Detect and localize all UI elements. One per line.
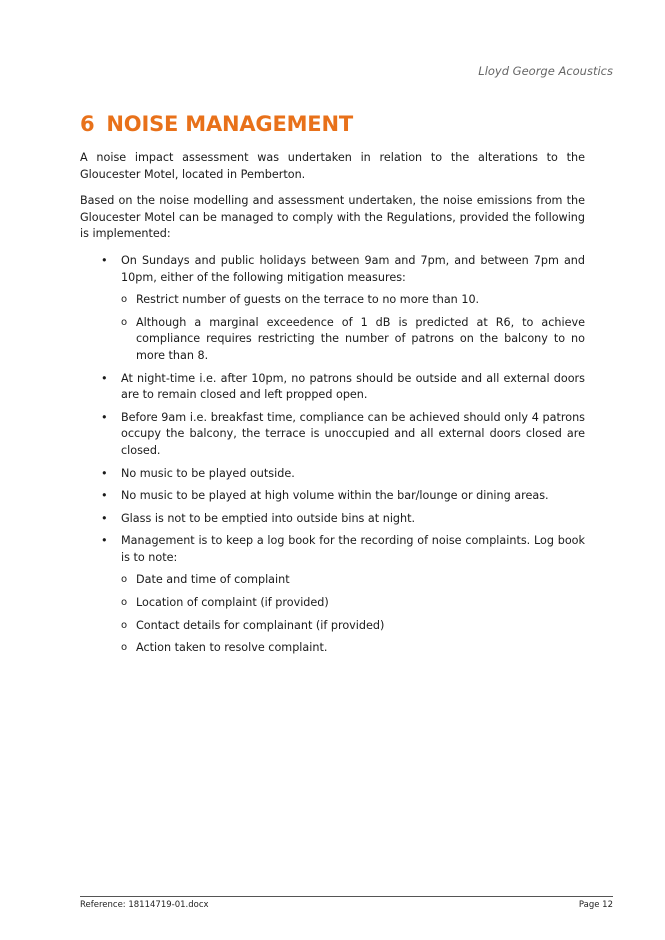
paragraph-assessment: Based on the noise modelling and assessment undertaken, the noise emissions from the Gloucester Motel can be managed to comply with the Regulations, provided the following is implemented:	[80, 194, 585, 241]
bullet-icon: •	[101, 466, 108, 480]
circle-bullet-icon: o	[121, 574, 128, 586]
circle-bullet-icon: o	[121, 597, 128, 609]
list-item-text: Management is to keep a log book for the recording of noise complaints. Log book is to note:	[121, 534, 585, 564]
bullet-icon: •	[101, 489, 108, 503]
sub-list-item-text: Restrict number of guests on the terrace to no more than 10.	[136, 293, 480, 307]
sub-list-item-text: Location of complaint (if provided)	[136, 596, 329, 610]
list-item-text: No music to be played at high volume within the bar/lounge or dining areas.	[121, 489, 549, 503]
sub-list-item-text: Although a marginal exceedence of 1 dB is predicted at R6, to achieve compliance requires restricting the number of patrons on the balcony to no more than 8.	[136, 315, 585, 362]
footer-divider	[80, 896, 613, 897]
list-item	[80, 371, 585, 404]
sub-list-item	[121, 292, 585, 309]
paragraph-intro: A noise impact assessment was undertaken in relation to the alterations to the Gloucester Motel, located in Pemberton.	[80, 151, 585, 181]
footer-page-number: Page 12	[578, 900, 613, 910]
list-item	[80, 533, 585, 657]
bullet-icon: •	[101, 371, 108, 385]
sub-list-item	[121, 640, 585, 657]
sub-list-item	[121, 618, 585, 635]
circle-bullet-icon: o	[121, 642, 128, 654]
list-item-text: No music to be played outside.	[121, 466, 295, 480]
section-title: NOISE MANAGEMENT	[106, 112, 353, 136]
list-item	[80, 466, 585, 483]
list-item	[80, 410, 585, 460]
sub-list	[121, 292, 585, 364]
header-company: Lloyd George Acoustics	[478, 64, 613, 78]
bullet-list	[80, 253, 585, 657]
list-item	[80, 511, 585, 528]
circle-bullet-icon: o	[121, 316, 128, 328]
body-content	[80, 150, 585, 663]
list-item-text: Glass is not to be emptied into outside bins at night.	[121, 511, 416, 525]
sub-list	[121, 572, 585, 656]
list-item-text: Before 9am i.e. breakfast time, compliance can be achieved should only 4 patrons occupy the balcony, the terrace is unoccupied and all external doors closed are closed.	[121, 410, 585, 457]
list-item-text: On Sundays and public holidays between 9am and 7pm, and between 7pm and 10pm, either of the following mitigation measures:	[121, 253, 585, 284]
circle-bullet-icon: o	[121, 619, 128, 631]
list-item	[80, 253, 585, 365]
sub-list-item	[121, 595, 585, 612]
bullet-icon: •	[101, 410, 108, 424]
circle-bullet-icon: o	[121, 294, 128, 306]
section-heading	[80, 112, 353, 136]
sub-list-item-text: Contact details for complainant (if provided)	[136, 618, 385, 632]
bullet-icon: •	[101, 253, 108, 267]
sub-list-item	[121, 315, 585, 365]
section-number: 6	[80, 112, 95, 136]
bullet-icon: •	[101, 511, 108, 525]
list-item-text: At night-time i.e. after 10pm, no patrons should be outside and all external doors are to remain closed and left propped open.	[121, 371, 585, 402]
sub-list-item-text: Action taken to resolve complaint.	[136, 641, 328, 655]
bullet-icon: •	[101, 534, 108, 548]
footer-reference: Reference: 18114719-01.docx	[80, 900, 209, 910]
list-item	[80, 488, 585, 505]
sub-list-item	[121, 572, 585, 589]
sub-list-item-text: Date and time of complaint	[136, 573, 290, 587]
